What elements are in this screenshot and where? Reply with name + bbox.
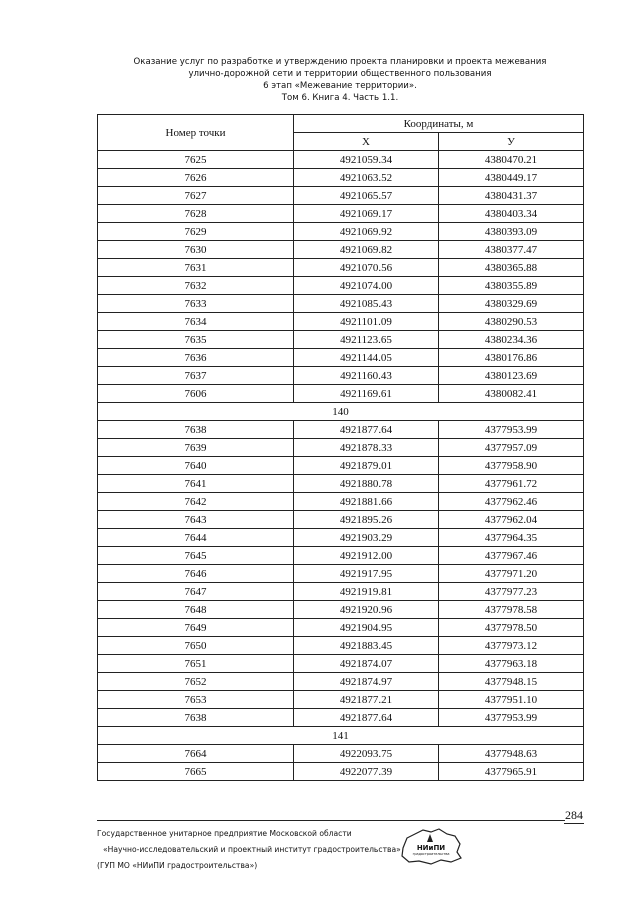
point-number-cell: 7630 <box>98 241 294 259</box>
point-number-cell: 7632 <box>98 277 294 295</box>
y-coordinate-cell: 4380470.21 <box>439 151 584 169</box>
logo-subtext: градостроительства <box>412 852 450 856</box>
x-coordinate-cell: 4921123.65 <box>294 331 439 349</box>
y-coordinate-cell: 4377963.18 <box>439 655 584 673</box>
y-coordinate-cell: 4380449.17 <box>439 169 584 187</box>
point-number-cell: 7633 <box>98 295 294 313</box>
group-title: 141 <box>98 727 584 745</box>
table-body <box>98 151 584 781</box>
y-coordinate-cell: 4380365.88 <box>439 259 584 277</box>
footer-line-2: «Научно-исследовательский и проектный институт градостроительства» <box>103 845 401 854</box>
table-row <box>98 475 584 493</box>
point-number-cell: 7653 <box>98 691 294 709</box>
table-row <box>98 277 584 295</box>
y-coordinate-cell: 4380176.86 <box>439 349 584 367</box>
x-coordinate-cell: 4921063.52 <box>294 169 439 187</box>
y-coordinate-cell: 4380329.69 <box>439 295 584 313</box>
point-number-cell: 7640 <box>98 457 294 475</box>
table-row <box>98 637 584 655</box>
y-coordinate-cell: 4380234.36 <box>439 331 584 349</box>
table-row <box>98 745 584 763</box>
x-coordinate-cell: 4921065.57 <box>294 187 439 205</box>
x-coordinate-cell: 4921919.81 <box>294 583 439 601</box>
x-coordinate-cell: 4921880.78 <box>294 475 439 493</box>
coordinates-table <box>97 114 584 781</box>
x-coordinate-cell: 4921085.43 <box>294 295 439 313</box>
point-number-cell: 7644 <box>98 529 294 547</box>
point-number-cell: 7648 <box>98 601 294 619</box>
table-row <box>98 547 584 565</box>
x-coordinate-cell: 4921895.26 <box>294 511 439 529</box>
point-number-cell: 7628 <box>98 205 294 223</box>
column-header-x: X <box>294 133 439 151</box>
x-coordinate-cell: 4921069.92 <box>294 223 439 241</box>
y-coordinate-cell: 4377951.10 <box>439 691 584 709</box>
point-number-cell: 7637 <box>98 367 294 385</box>
y-coordinate-cell: 4380123.69 <box>439 367 584 385</box>
table-row <box>98 439 584 457</box>
logo-text: НИиПИ <box>416 844 446 852</box>
point-number-cell: 7641 <box>98 475 294 493</box>
y-coordinate-cell: 4377948.15 <box>439 673 584 691</box>
x-coordinate-cell: 4921912.00 <box>294 547 439 565</box>
group-title: 140 <box>98 403 584 421</box>
point-number-cell: 7649 <box>98 619 294 637</box>
footer-line-3: (ГУП МО «НИиПИ градостроительства») <box>97 861 258 870</box>
table-row <box>98 709 584 727</box>
header-line-4: Том 6. Книга 4. Часть 1.1. <box>281 93 399 103</box>
point-number-cell: 7647 <box>98 583 294 601</box>
y-coordinate-cell: 4380082.41 <box>439 385 584 403</box>
y-coordinate-cell: 4377973.12 <box>439 637 584 655</box>
column-header-y: У <box>439 133 584 151</box>
table-row <box>98 187 584 205</box>
point-number-cell: 7634 <box>98 313 294 331</box>
y-coordinate-cell: 4377965.91 <box>439 763 584 781</box>
point-number-cell: 7642 <box>98 493 294 511</box>
table-row <box>98 205 584 223</box>
y-coordinate-cell: 4377978.50 <box>439 619 584 637</box>
table-row <box>98 601 584 619</box>
group-row <box>98 403 584 421</box>
point-number-cell: 7635 <box>98 331 294 349</box>
x-coordinate-cell: 4921904.95 <box>294 619 439 637</box>
x-coordinate-cell: 4921169.61 <box>294 385 439 403</box>
table-row <box>98 565 584 583</box>
x-coordinate-cell: 4921074.00 <box>294 277 439 295</box>
y-coordinate-cell: 4380355.89 <box>439 277 584 295</box>
table-row <box>98 169 584 187</box>
footer-divider <box>97 820 565 821</box>
footer-line-1: Государственное унитарное предприятие Московской области <box>97 829 352 838</box>
x-coordinate-cell: 4921877.64 <box>294 421 439 439</box>
institute-logo-icon <box>397 826 465 866</box>
table-row <box>98 457 584 475</box>
table-row <box>98 421 584 439</box>
table-row <box>98 241 584 259</box>
x-coordinate-cell: 4921069.17 <box>294 205 439 223</box>
table-row <box>98 151 584 169</box>
y-coordinate-cell: 4380431.37 <box>439 187 584 205</box>
table-row <box>98 313 584 331</box>
point-number-cell: 7651 <box>98 655 294 673</box>
y-coordinate-cell: 4377971.20 <box>439 565 584 583</box>
table-row <box>98 295 584 313</box>
point-number-cell: 7652 <box>98 673 294 691</box>
table-row <box>98 511 584 529</box>
table-row <box>98 529 584 547</box>
x-coordinate-cell: 4921160.43 <box>294 367 439 385</box>
page-number: 284 <box>565 808 583 822</box>
y-coordinate-cell: 4377958.90 <box>439 457 584 475</box>
y-coordinate-cell: 4377967.46 <box>439 547 584 565</box>
x-coordinate-cell: 4921877.64 <box>294 709 439 727</box>
point-number-cell: 7627 <box>98 187 294 205</box>
y-coordinate-cell: 4377977.23 <box>439 583 584 601</box>
point-number-cell: 7638 <box>98 421 294 439</box>
header-line-3: 6 этап «Межевание территории». <box>263 81 417 91</box>
column-header-point: Номер точки <box>98 115 294 151</box>
point-number-cell: 7639 <box>98 439 294 457</box>
table-row <box>98 619 584 637</box>
y-coordinate-cell: 4377961.72 <box>439 475 584 493</box>
x-coordinate-cell: 4921879.01 <box>294 457 439 475</box>
point-number-cell: 7664 <box>98 745 294 763</box>
document-header <box>120 56 560 104</box>
y-coordinate-cell: 4380377.47 <box>439 241 584 259</box>
point-number-cell: 7643 <box>98 511 294 529</box>
point-number-cell: 7636 <box>98 349 294 367</box>
table-row <box>98 655 584 673</box>
point-number-cell: 7631 <box>98 259 294 277</box>
table-row <box>98 367 584 385</box>
y-coordinate-cell: 4377957.09 <box>439 439 584 457</box>
point-number-cell: 7625 <box>98 151 294 169</box>
x-coordinate-cell: 4921883.45 <box>294 637 439 655</box>
table-row <box>98 583 584 601</box>
point-number-cell: 7645 <box>98 547 294 565</box>
table-row <box>98 259 584 277</box>
point-number-cell: 7606 <box>98 385 294 403</box>
x-coordinate-cell: 4922093.75 <box>294 745 439 763</box>
table-row <box>98 493 584 511</box>
x-coordinate-cell: 4922077.39 <box>294 763 439 781</box>
point-number-cell: 7626 <box>98 169 294 187</box>
x-coordinate-cell: 4921069.82 <box>294 241 439 259</box>
x-coordinate-cell: 4921903.29 <box>294 529 439 547</box>
x-coordinate-cell: 4921917.95 <box>294 565 439 583</box>
header-line-1: Оказание услуг по разработке и утверждению проекта планировки и проекта межевания <box>133 57 547 67</box>
table-row <box>98 673 584 691</box>
x-coordinate-cell: 4921877.21 <box>294 691 439 709</box>
point-number-cell: 7629 <box>98 223 294 241</box>
document-footer <box>97 826 401 874</box>
table-row <box>98 763 584 781</box>
x-coordinate-cell: 4921144.05 <box>294 349 439 367</box>
column-header-coordinates: Координаты, м <box>294 115 584 133</box>
y-coordinate-cell: 4380290.53 <box>439 313 584 331</box>
table-row <box>98 385 584 403</box>
y-coordinate-cell: 4380403.34 <box>439 205 584 223</box>
table-row <box>98 331 584 349</box>
x-coordinate-cell: 4921070.56 <box>294 259 439 277</box>
y-coordinate-cell: 4380393.09 <box>439 223 584 241</box>
x-coordinate-cell: 4921874.07 <box>294 655 439 673</box>
point-number-cell: 7650 <box>98 637 294 655</box>
table-row <box>98 349 584 367</box>
x-coordinate-cell: 4921881.66 <box>294 493 439 511</box>
y-coordinate-cell: 4377962.04 <box>439 511 584 529</box>
x-coordinate-cell: 4921878.33 <box>294 439 439 457</box>
y-coordinate-cell: 4377953.99 <box>439 421 584 439</box>
group-row <box>98 727 584 745</box>
x-coordinate-cell: 4921101.09 <box>294 313 439 331</box>
table-row <box>98 223 584 241</box>
x-coordinate-cell: 4921920.96 <box>294 601 439 619</box>
y-coordinate-cell: 4377964.35 <box>439 529 584 547</box>
header-line-2: улично-дорожной сети и территории общественного пользования <box>188 69 492 79</box>
x-coordinate-cell: 4921059.34 <box>294 151 439 169</box>
point-number-cell: 7665 <box>98 763 294 781</box>
y-coordinate-cell: 4377978.58 <box>439 601 584 619</box>
point-number-cell: 7638 <box>98 709 294 727</box>
y-coordinate-cell: 4377962.46 <box>439 493 584 511</box>
table-row <box>98 691 584 709</box>
y-coordinate-cell: 4377948.63 <box>439 745 584 763</box>
point-number-cell: 7646 <box>98 565 294 583</box>
y-coordinate-cell: 4377953.99 <box>439 709 584 727</box>
x-coordinate-cell: 4921874.97 <box>294 673 439 691</box>
